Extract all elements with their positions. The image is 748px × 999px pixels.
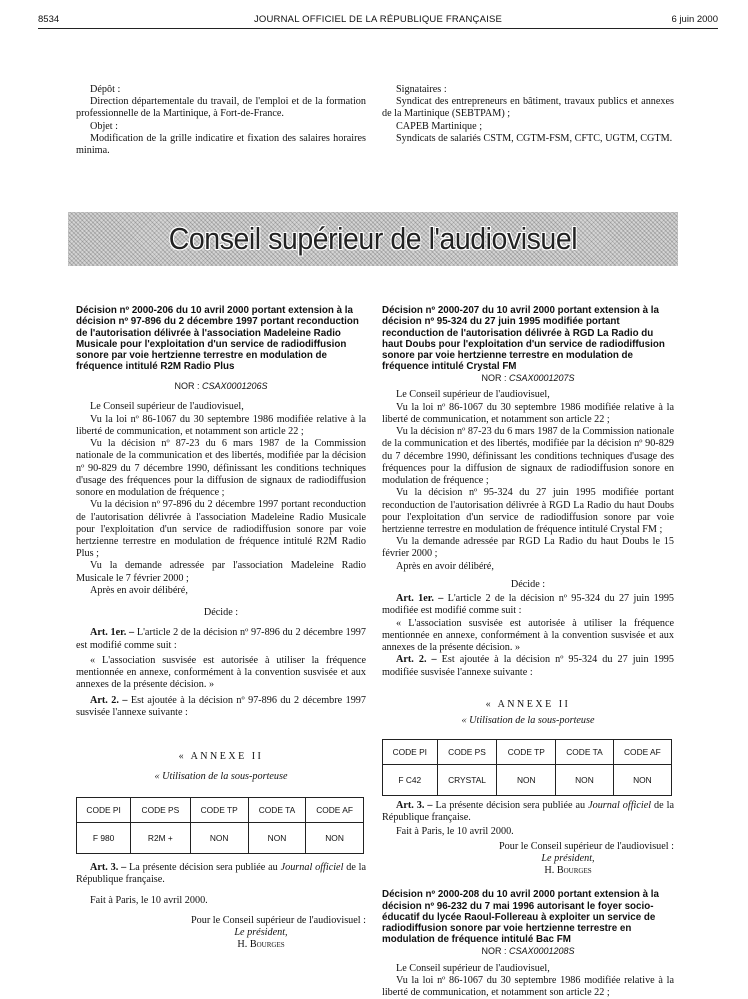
preamble: Le Conseil supérieur de l'audiovisuel, — [396, 962, 550, 974]
journal-name: Journal officiel — [588, 800, 652, 812]
deliberation: Après en avoir délibéré, — [90, 584, 188, 596]
decision-206-title: Décision nº 2000-206 du 10 avril 2000 portant extension à la décision nº 97-896 du 2 décembre 1997 portant reconduction de l'autorisation délivrée à l'association Madeleine Radio Musicale pour l'exploitation d'un service de radiodiffusion sonore par voie hertzienne terrestre en modulation de fréquence intitulé R2M Radio Plus — [76, 305, 359, 373]
signataires-label: Signataires : — [396, 84, 447, 95]
decision-206 — [76, 305, 366, 952]
visa: Vu la loi nº 86-1067 du 30 septembre 1986 modifiée relative à la liberté de communication, et notamment son article 22 ; — [76, 413, 366, 437]
article-label: Art. 3. – — [396, 800, 433, 812]
article-label: Art. 2. – — [396, 654, 437, 666]
visa: Vu la demande adressée par l'association Madeleine Radio Musicale le 7 février 2000 ; — [76, 560, 366, 584]
page-header — [38, 14, 718, 28]
article-text: L'article 2 de la décision nº 97-896 du 2 décembre 1997 est modifié comme suit : — [76, 627, 366, 651]
table-header-cell: CODE TA — [248, 798, 305, 823]
table-cell: F 980 — [77, 823, 131, 854]
header-rule — [38, 28, 718, 29]
table-cell: NON — [190, 823, 248, 854]
section-banner — [68, 212, 678, 266]
section-title: Conseil supérieur de l'audiovisuel — [168, 221, 578, 257]
page-number: 8534 — [38, 14, 60, 25]
article-label: Art. 1er. – — [90, 627, 135, 639]
article-text: Est ajoutée à la décision nº 95-324 du 27 juin 1995 modifiée susvisée l'annexe suivante : — [382, 654, 674, 678]
decide: Décide : — [203, 607, 239, 619]
visa: Vu la décision nº 95-324 du 27 juin 1995 modifiée portant reconduction de l'autorisation délivrée à RGD La Radio du haut Doubs pour l'exploitation d'un service de radiodiffusion sonore par voie hertzienne terrestre en modulation de fréquence intitulé Crystal FM ; — [382, 487, 674, 535]
table-cell: CRYSTAL — [437, 765, 497, 796]
preamble: Le Conseil supérieur de l'audiovisuel, — [396, 389, 550, 401]
decision-207-title: Décision nº 2000-207 du 10 avril 2000 portant extension à la décision nº 95-324 du 27 juin 1995 modifiée portant reconduction de l'autorisation délivrée à RGD La Radio du haut Doubs pour l'exploitation d'un service de radiodiffusion sonore par voie hertzienne terrestre en modulation de fréquence intitulé Crystal FM — [382, 305, 665, 373]
visa: Vu la décision nº 97-896 du 2 décembre 1997 portant reconduction de l'autorisation délivrée à l'association Madeleine Radio Musicale pour l'exploitation d'un service de radiodiffusion sonore par voie hertzienne terrestre en modulation de fréquence intitulé R2M Radio Plus ; — [76, 499, 366, 560]
table-header-cell: CODE PI — [383, 740, 438, 765]
nor-code: CSAX0001208S — [508, 945, 575, 956]
article-1 — [382, 593, 674, 617]
table-cell: NON — [248, 823, 305, 854]
place-date: Fait à Paris, le 10 avril 2000. — [90, 894, 208, 906]
decision-208-nor — [382, 946, 674, 957]
nor-label: NOR : — [481, 945, 509, 956]
annex-subtitle: « Utilisation de la sous-porteuse — [154, 771, 288, 783]
article-1 — [76, 627, 366, 651]
objet-text: Modification de la grille indicatire et fixation des salaires horaires minima. — [76, 132, 366, 157]
table-cell: NON — [306, 823, 364, 854]
annex-subtitle: « Utilisation de la sous-porteuse — [461, 714, 595, 726]
annex-title: « ANNEXE II — [485, 698, 571, 710]
president-label — [382, 853, 674, 865]
nor-label: NOR : — [174, 380, 202, 391]
nor-label: NOR : — [481, 372, 509, 383]
article-quote: « L'association susvisée est autorisée à utiliser la fréquence mentionnée en annexe, conformément à la convention susvisée et aux annexes de la présente décision. » — [382, 617, 674, 654]
article-label: Art. 1er. – — [396, 593, 444, 605]
table-cell: R2M + — [131, 823, 190, 854]
table-header-cell: CODE PS — [437, 740, 497, 765]
depot-text: Direction départementale du travail, de l'emploi et de la formation professionnelle de la Martinique, à Fort-de-France. — [76, 96, 366, 120]
decision-208-title: Décision nº 2000-208 du 10 avril 2000 portant extension à la décision nº 96-232 du 7 mai 1996 autorisant le foyer socio-éducatif du lycée Raoul-Follereau à exploiter un service de radiodiffusion sonore par voie hertzienne terrestre en modulation de fréquence intitulé Bac FM — [382, 889, 659, 946]
top-right-block — [382, 84, 674, 145]
president-label — [76, 927, 366, 939]
signature: H. Bourges — [544, 865, 592, 877]
table-cell: NON — [613, 765, 671, 796]
visa: Vu la décision nº 87-23 du 6 mars 1987 de la Commission nationale de la communication et des libertés, modifiée par la décision nº 90-829 du 7 décembre 1990, définissant les conditions techniques d'usage des fréquences pour la diffusion de signaux de radiodiffusion sonore en modulation de fréquence ; — [382, 426, 674, 487]
nor-code: CSAX0001207S — [508, 372, 575, 383]
decision-208 — [382, 889, 674, 999]
annex-title: « ANNEXE II — [178, 751, 264, 763]
nor-code: CSAX0001206S — [201, 380, 268, 391]
article-text: de la République française. — [76, 862, 367, 886]
table-row — [77, 823, 364, 854]
decision-207-nor — [382, 373, 674, 384]
objet-label: Objet : — [90, 120, 119, 132]
preamble: Le Conseil supérieur de l'audiovisuel, — [90, 401, 244, 413]
visa: Vu la décision nº 87-23 du 6 mars 1987 de la Commission nationale de la communication et des libertés, modifiée par la décision nº 90-829 du 7 décembre 1990, définissant les conditions techniques d'usage des fréquences pour la diffusion de signaux de radiodiffusion sonore en modulation de fréquence ; — [76, 438, 366, 499]
table-cell: NON — [556, 765, 614, 796]
signataire-2: CAPEB Martinique ; — [396, 120, 483, 132]
article-text: Est ajoutée à la décision nº 97-896 du 2 décembre 1997 susvisée l'annexe suivante : — [76, 694, 366, 718]
depot-label: Dépôt : — [90, 84, 121, 95]
table-header-cell: CODE AF — [306, 798, 364, 823]
article-text: de la République française. — [382, 800, 675, 824]
visa: Vu la demande adressée par RGD La Radio du haut Doubs le 15 février 2000 ; — [382, 536, 674, 560]
signataire-1: Syndicat des entrepreneurs en bâtiment, travaux publics et annexes de la Martinique (SEBTPAM) ; — [382, 96, 674, 120]
article-text: La présente décision sera publiée au — [435, 800, 589, 812]
table-header-cell: CODE TA — [556, 740, 614, 765]
journal-name: Journal officiel — [280, 862, 344, 874]
article-label: Art. 2. – — [90, 694, 128, 706]
table-header-row — [383, 740, 672, 765]
journal-title: JOURNAL OFFICIEL DE LA RÉPUBLIQUE FRANÇAISE — [253, 14, 503, 25]
table-cell: F C42 — [383, 765, 438, 796]
table-header-row — [77, 798, 364, 823]
president-title: Le président, — [234, 927, 288, 939]
on-behalf: Pour le Conseil supérieur de l'audiovisuel : — [191, 914, 366, 926]
article-3 — [382, 800, 674, 824]
article-2 — [76, 695, 366, 719]
article-quote: « L'association susvisée est autorisée à utiliser la fréquence mentionnée en annexe, conformément à la convention susvisée et aux annexes de la présente décision. » — [76, 654, 366, 691]
table-header-cell: CODE TP — [190, 798, 248, 823]
article-3 — [76, 862, 366, 886]
signature: H. Bourges — [237, 939, 285, 951]
visa: Vu la loi nº 86-1067 du 30 septembre 1986 modifiée relative à la liberté de communication, et notamment son article 22 ; — [382, 401, 674, 425]
article-2 — [382, 654, 674, 678]
article-text: La présente décision sera publiée au — [129, 862, 281, 874]
table-row — [383, 765, 672, 796]
signataire-3: Syndicats de salariés CSTM, CGTM-FSM, CFTC, UGTM, CGTM. — [396, 132, 673, 144]
subcarrier-table — [76, 797, 364, 854]
table-header-cell: CODE AF — [613, 740, 671, 765]
decide: Décide : — [510, 578, 546, 590]
decision-207 — [382, 305, 674, 999]
table-header-cell: CODE PI — [77, 798, 131, 823]
subcarrier-table — [382, 739, 672, 796]
place-date: Fait à Paris, le 10 avril 2000. — [396, 826, 514, 838]
issue-date: 6 juin 2000 — [671, 14, 718, 25]
article-label: Art. 3. – — [90, 862, 127, 874]
article-text: L'article 2 de la décision nº 95-324 du 27 juin 1995 modifiée est modifié comme suit : — [382, 593, 675, 617]
table-header-cell: CODE PS — [131, 798, 190, 823]
on-behalf: Pour le Conseil supérieur de l'audiovisuel : — [499, 840, 674, 852]
top-left-block — [76, 84, 366, 157]
president-title: Le président, — [541, 852, 595, 864]
table-header-cell: CODE TP — [497, 740, 556, 765]
table-cell: NON — [497, 765, 556, 796]
visa: Vu la loi nº 86-1067 du 30 septembre 1986 modifiée relative à la liberté de communication, et notamment son article 22 ; — [382, 974, 674, 999]
decision-206-nor — [76, 381, 366, 392]
deliberation: Après en avoir délibéré, — [396, 560, 494, 572]
